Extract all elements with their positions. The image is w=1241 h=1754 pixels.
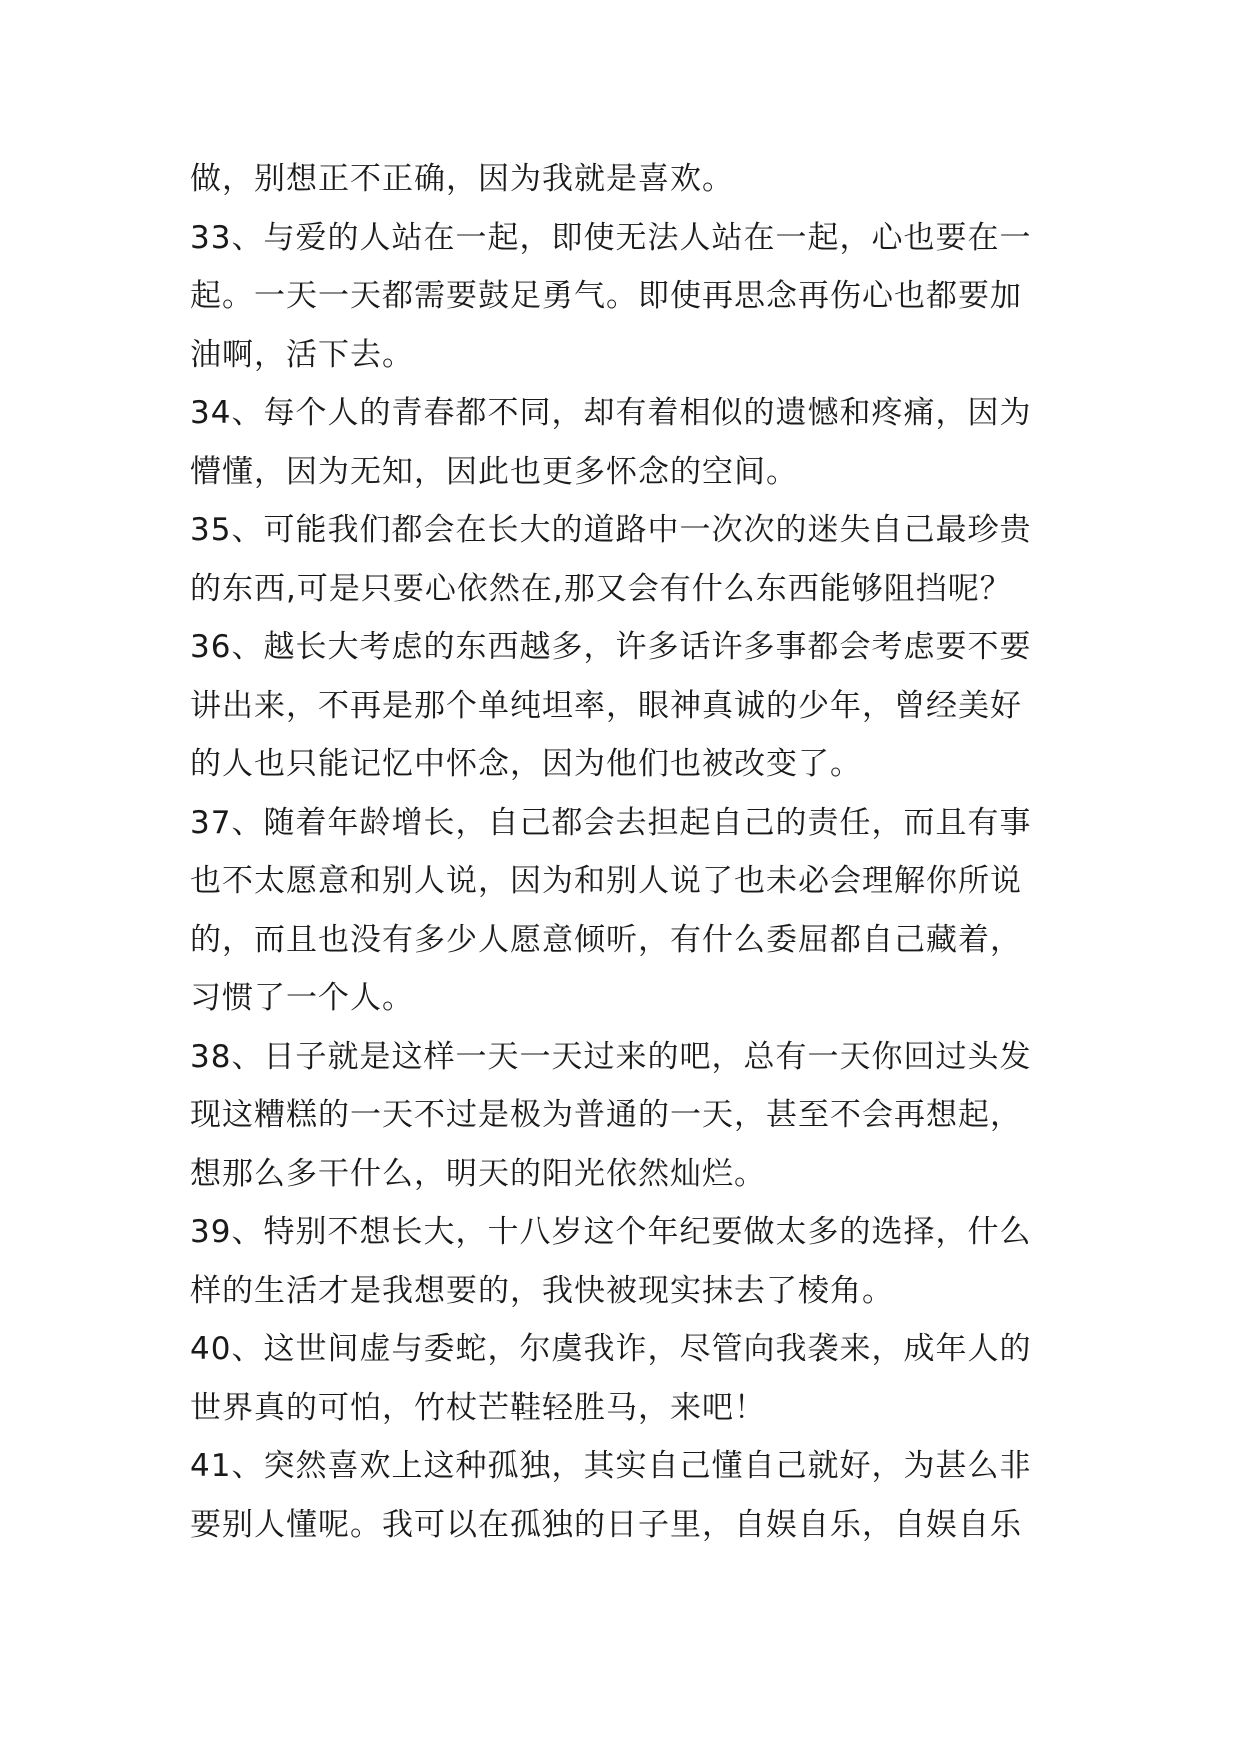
text-line: 39、特别不想长大，十八岁这个年纪要做太多的选择，什么 [190, 1214, 1032, 1250]
text-line: 36、越长大考虑的东西越多，许多话许多事都会考虑要不要 [190, 629, 1032, 665]
text-line: 讲出来，不再是那个单纯坦率，眼神真诚的少年，曾经美好 [190, 687, 1022, 724]
text-line: 样的生活才是我想要的，我快被现实抹去了棱角。 [190, 1272, 894, 1309]
text-line: 的东西,可是只要心依然在,那又会有什么东西能够阻挡呢？ [190, 570, 1012, 607]
text-line: 也不太愿意和别人说，因为和别人说了也未必会理解你所说 [190, 863, 1022, 899]
text-line: 习惯了一个人。 [190, 980, 414, 1016]
text-line: 40、这世间虚与委蛇，尔虞我诈，尽管向我袭来，成年人的 [190, 1331, 1032, 1367]
text-line: 37、随着年龄增长，自己都会去担起自己的责任，而且有事 [190, 804, 1032, 841]
text-line: 34、每个人的青春都不同，却有着相似的遗憾和疼痛，因为 [190, 395, 1032, 431]
text-line: 41、突然喜欢上这种孤独，其实自己懂自己就好，为甚么非 [190, 1448, 1032, 1484]
text-body [190, 150, 1070, 1554]
text-line: 起。一天一天都需要鼓足勇气。即使再思念再伤心也都要加 [190, 278, 1022, 314]
text-line: 的，而且也没有多少人愿意倾听，有什么委屈都自己藏着， [190, 921, 1022, 958]
text-line: 38、日子就是这样一天一天过来的吧，总有一天你回过头发 [190, 1038, 1032, 1075]
text-line: 要别人懂呢。我可以在孤独的日子里，自娱自乐，自娱自乐 [190, 1506, 1022, 1543]
text-line: 的人也只能记忆中怀念，因为他们也被改变了。 [190, 746, 862, 782]
text-line: 做，别想正不正确，因为我就是喜欢。 [190, 161, 734, 197]
text-line: 想那么多干什么，明天的阳光依然灿烂。 [190, 1155, 766, 1192]
text-line: 油啊，活下去。 [190, 336, 414, 373]
text-line: 33、与爱的人站在一起，即使无法人站在一起，心也要在一 [190, 219, 1032, 256]
text-line: 35、可能我们都会在长大的道路中一次次的迷失自己最珍贵 [190, 512, 1032, 548]
text-line: 现这糟糕的一天不过是极为普通的一天，甚至不会再想起， [190, 1097, 1022, 1133]
text-line: 世界真的可怕，竹杖芒鞋轻胜马，来吧！ [190, 1389, 766, 1426]
text-line: 懵懂，因为无知，因此也更多怀念的空间。 [190, 453, 798, 490]
